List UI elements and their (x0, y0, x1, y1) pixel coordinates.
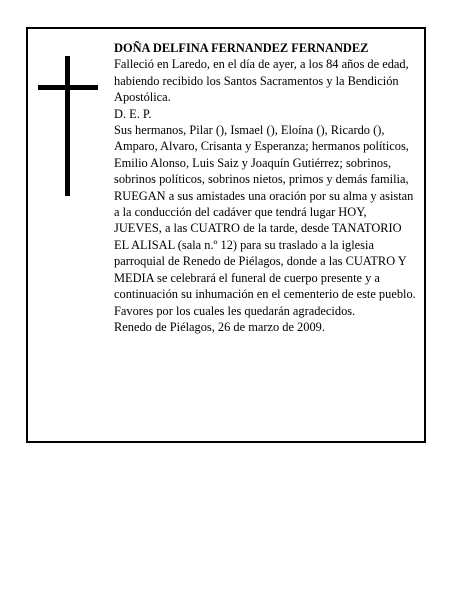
family-list: Sus hermanos, Pilar (), Ismael (), Eloína (), Ricardo (), Amparo, Alvaro, Crisanta y Esperanza; hermanos políticos, Emilio Alonso, Luis Saiz y Joaquín Gutiérrez; sobrinos, sobrinos políticos, sobrinos nietos, primos y demás familia, (114, 123, 409, 187)
cross-horizontal-bar (38, 85, 98, 90)
rest-in-peace: D. E. P. (114, 106, 152, 121)
cross-icon (38, 56, 98, 196)
funeral-request: RUEGAN a sus amistades una oración por su alma y asistan a la conducción del cadáver que tendrá lugar HOY, JUEVES, a las CUATRO de la tarde, desde TANATORIO EL ALISAL (sala n.º 12) para su traslado a la iglesia parroquial de Renedo de Piélagos, donde a las CUATRO Y MEDIA se celebrará el funeral de cuerpo presente y a continuación su inhumación en el cementerio de este pueblo. Favores por los cuales les quedarán agradecidos. (114, 188, 416, 318)
cross-vertical-bar (65, 56, 70, 196)
deceased-name: DOÑA DELFINA FERNANDEZ FERNANDEZ (114, 41, 369, 55)
death-announcement: Falleció en Laredo, en el día de ayer, a los 84 años de edad, (114, 57, 409, 72)
sacraments-line: habiendo recibido los Santos Sacramentos y la Bendición Apostólica. (114, 73, 399, 105)
place-and-date: Renedo de Piélagos, 26 de marzo de 2009. (114, 319, 325, 334)
obituary-text (114, 40, 416, 335)
